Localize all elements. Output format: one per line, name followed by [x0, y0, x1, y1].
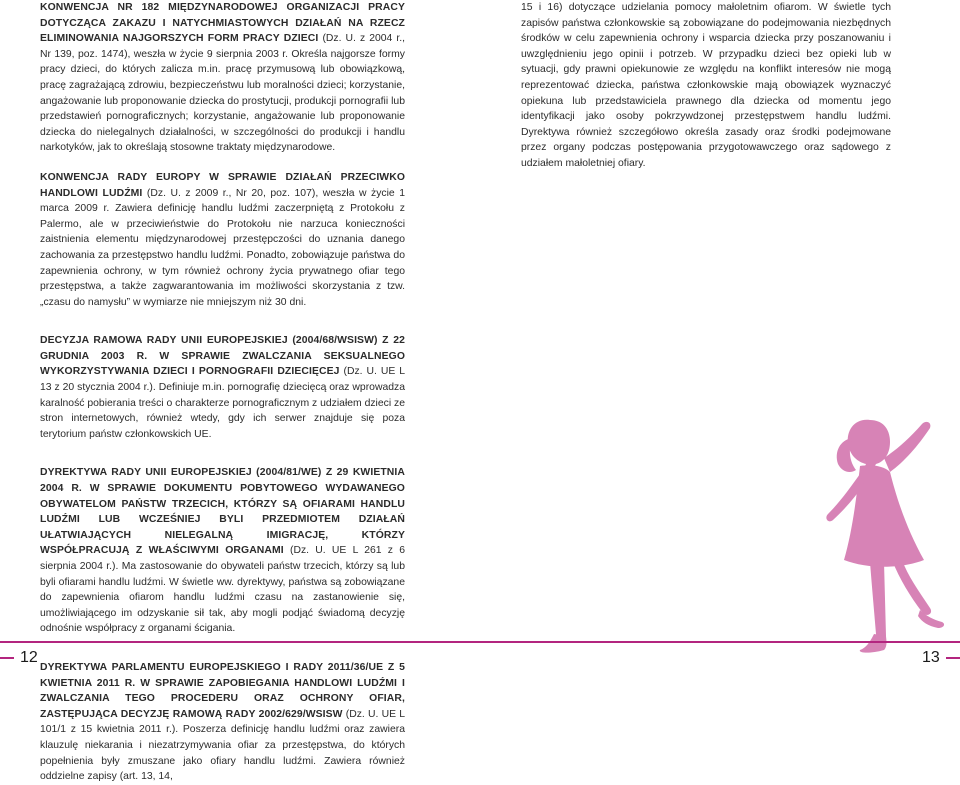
- left-column: [40, 0, 405, 785]
- section-text: (Dz. U. z 2009 r., Nr 20, poz. 107), weszła w życie 1 marca 2009 r. Zawiera definicję handlu ludźmi zaczerpniętą z Protokołu z Palermo, ale w przeciwieństwie do Protokołu nie narzuca konieczności zaistnienia elementu międzynarodowej przestępczości do uznania danego zachowania za przestępstwo handlu ludźmi. Ponadto, zobowiązuje państwa do zapewnienia ochrony, w tym również ochrony życia prywatnego ofiar tego przestępstwa, a także zagwarantowania im możliwości skorzystania z tzw. „czasu do namysłu” w wymiarze nie mniejszym niż 30 dni.: [40, 187, 405, 308]
- footer-rule: [0, 641, 960, 643]
- section-heading: KONWENCJA NR 182 MIĘDZYNARODOWEJ ORGANIZACJI PRACY DOTYCZĄCA ZAKAZU I NATYCHMIASTOWYCH DZIAŁAŃ NA RZECZ ELIMINOWANIA NAJGORSZYCH FORM PRACY DZIECI: [40, 2, 405, 45]
- section-heading: KONWENCJA RADY EUROPY W SPRAWIE DZIAŁAŃ PRZECIWKO HANDLOWI LUDŹMI: [40, 171, 405, 199]
- section-directive-2011-36: [40, 660, 405, 785]
- section-text: (Dz. U. UE L 101/1 z 15 kwietnia 2011 r.). Poszerza definicję handlu ludźmi oraz zawiera klauzulę niekarania i niezatrzymywania ofiar za przestępstwa, do których popełnienia były zmuszane jako ofiary handlu ludźmi. Zawiera również oddzielne zapisy (art. 13, 14,: [40, 708, 405, 783]
- section-directive-2004-81: [40, 465, 405, 637]
- section-text: (Dz. U. z 2004 r., Nr 139, poz. 1474), weszła w życie 9 sierpnia 2003 r. Określa najgorsze formy pracy dzieci, do których zalicza m.in. pracę przymusową lub obowiązkową, pracę zagrażającą zdrowiu, bezpieczeństwu lub moralności dzieci; korzystanie, angażowanie lub proponowanie dziecka do prostytucji, produkcji pornografii lub przedstawień pornograficznych; korzystanie, angażowanie lub proponowanie dziecka do nielegalnych działalności, w szczególności do produkcji i handlu narkotyków, jak to określają stosowne traktaty międzynarodowe.: [40, 33, 406, 154]
- right-column: [521, 0, 891, 172]
- section-heading: DECYZJA RAMOWA RADY UNII EUROPEJSKIEJ (2004/68/WSISW) Z 22 GRUDNIA 2003 R. W SPRAWIE ZWALCZANIA SEKSUALNEGO WYKORZYSTYWANIA DZIECI I PORNOGRAFII DZIECIĘCEJ: [40, 335, 405, 378]
- page-number-left: 12: [20, 649, 38, 666]
- right-column-text: 15 i 16) dotyczące udzielania pomocy małoletnim ofiarom. W świetle tych zapisów państwa członkowskie są zobowiązane do podejmowania niezbędnych środków w celu zapewnienia ochrony i wsparcia dziecka przy poszanowaniu i uwzględnieniu jego opinii i potrzeb. W przypadku dzieci bez opieki lub w sytuacji, gdy prawni opiekunowie ze względu na konflikt interesów nie mogą reprezentować dziecka, państwa członkowskie mają obowiązek wyznaczyć opiekuna lub przedstawiciela prawnego dla dziecka od momentu jego identyfikacji jako osoby pokrzywdzonej przestępstwem handlu ludźmi. Dyrektywa również szczegółowo określa zasady oraz środki podejmowane przez organy podczas postępowania przygotowawczego oraz sądowego z udziałem małoletniej ofiary.: [521, 2, 891, 169]
- section-heading: DYREKTYWA RADY UNII EUROPEJSKIEJ (2004/81/WE) Z 29 KWIETNIA 2004 R. W SPRAWIE DOKUMENTU POBYTOWEGO WYDAWANEGO OBYWATELOM PAŃSTW TRZECICH, KTÓRZY SĄ OFIARAMI HANDLU LUDŹMI LUB WCZEŚNIEJ BYLI PRZEDMIOTEM DZIAŁAŃ UŁATWIAJĄCYCH NIELEGALNĄ IMIGRACJĘ, KTÓRZY WSPÓŁPRACUJĄ Z WŁAŚCIWYMI ORGANAMI: [40, 467, 405, 557]
- section-text: (Dz. U. UE L 261 z 6 sierpnia 2004 r.). Ma zastosowanie do obywateli państw trzecich, którzy są lub byli ofiarami handlu ludźmi. W świetle ww. dyrektywy, państwa są zobowiązane do zapewnienia ofiarom handlu ludźmi czasu na zastanowienie się, umożliwiającego im odzyskanie sił tak, aby mogli podjąć świadomą decyzję odnośnie współpracy z organami ścigania.: [40, 545, 405, 635]
- page-number-right: 13: [922, 649, 940, 666]
- section-framework-decision-2004-68: [40, 333, 405, 442]
- section-text: (Dz. U. UE L 13 z 20 stycznia 2004 r.). Definiuje m.in. pornografię dziecięcą oraz wprowadza karalność pobierania treści o charakterze pornograficznym z udziałem dzieci ze stron internetowych, również wtedy, gdy ich serwer znajduje się poza terytorium państw członkowskich UE.: [40, 366, 405, 440]
- girl-silhouette-icon: [800, 410, 950, 655]
- section-heading: DYREKTYWA PARLAMENTU EUROPEJSKIEGO I RADY 2011/36/UE Z 5 KWIETNIA 2011 R. W SPRAWIE ZAPOBIEGANIA HANDLOWI LUDŹMI I ZWALCZANIA TEGO PROCEDERU ORAZ OCHRONY OFIAR, ZASTĘPUJĄCA DECYZJĘ RAMOWĄ RADY 2002/629/WSISW: [40, 661, 405, 720]
- section-ilo-182: [40, 0, 405, 156]
- section-council-of-europe: [40, 170, 405, 310]
